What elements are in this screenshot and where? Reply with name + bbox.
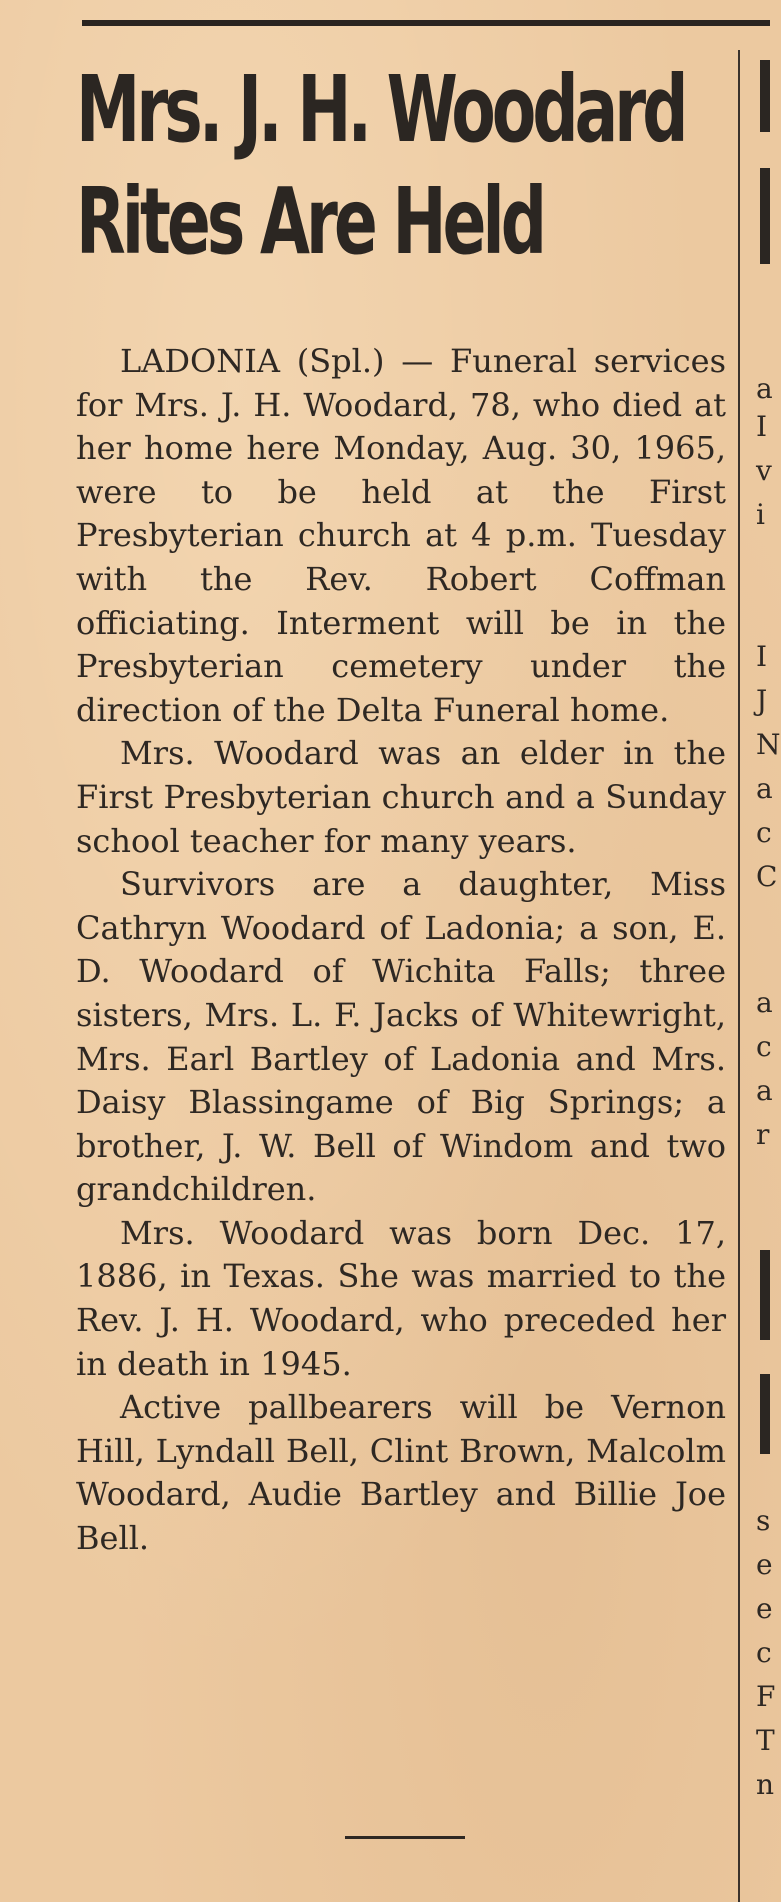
column-divider (738, 50, 740, 1902)
headline (76, 54, 685, 278)
article-paragraph: Mrs. Woodard was born Dec. 17, 1886, in Texas. She was married to the Rev. J. H. Woodard, who preceded her in death in 1945. (76, 1213, 726, 1383)
neighbor-text-fragment: e (756, 1548, 773, 1581)
article-paragraph: Active pallbearers will be Vernon Hill, Lyndall Bell, Clint Brown, Malcolm Woodard, Audie Bartley and Billie Joe Bell. (76, 1388, 726, 1558)
article-body (76, 340, 726, 1561)
neighbor-text-fragment: a (756, 372, 773, 405)
article-paragraph: Survivors are a daughter, Miss Cathryn Woodard of Ladonia; a son, E. D. Woodard of Wichita Falls; three sisters, Mrs. L. F. Jacks of Whitewright, Mrs. Earl Bartley of Ladonia and Mrs. Daisy Blassingame of Big Springs; a brother, J. W. Bell of Windom and two grandchildren. (76, 865, 726, 1209)
neighbor-text-fragment: T (756, 1724, 775, 1757)
neighbor-text-fragment: F (756, 1680, 776, 1713)
neighbor-text-fragment: e (756, 1592, 773, 1625)
neighbor-text-fragment: c (756, 1030, 772, 1063)
neighbor-text-fragment: a (756, 986, 773, 1019)
neighbor-text-fragment: v (756, 454, 772, 487)
neighbor-headline-fragment (760, 60, 770, 132)
top-rule (82, 20, 770, 26)
neighbor-text-fragment: I (756, 410, 768, 443)
neighbor-text-fragment: J (756, 684, 768, 717)
neighbor-headline-fragment (760, 1374, 770, 1454)
headline-line-2: Rites Are Held (76, 168, 544, 275)
neighbor-text-fragment: s (756, 1504, 771, 1537)
neighbor-text-fragment: I (756, 640, 768, 673)
neighbor-text-fragment: N (756, 728, 781, 761)
neighbor-text-fragment: r (756, 1118, 770, 1151)
end-rule (345, 1836, 465, 1839)
neighbor-text-fragment: C (756, 860, 778, 893)
neighbor-text-fragment: n (756, 1768, 775, 1801)
neighbor-text-fragment: a (756, 1074, 773, 1107)
neighbor-headline-fragment (760, 168, 770, 264)
neighbor-text-fragment: a (756, 772, 773, 805)
neighbor-text-fragment: i (756, 498, 765, 531)
neighbor-headline-fragment (760, 1250, 770, 1340)
neighbor-text-fragment: c (756, 1636, 772, 1669)
neighbor-column-fragment (752, 0, 781, 1902)
article-paragraph: LADONIA (Spl.) — Funeral services for Mrs. J. H. Woodard, 78, who died at her home here Monday, Aug. 30, 1965, were to be held at the First Presbyterian church at 4 p.m. Tuesday with the Rev. Robert Coffman officiating. Interment will be in the Presbyterian cemetery under the direction of the Delta Funeral home. (76, 342, 726, 729)
neighbor-text-fragment: c (756, 816, 772, 849)
article-paragraph: Mrs. Woodard was an elder in the First Presbyterian church and a Sunday school teacher for many years. (76, 734, 726, 860)
headline-line-1: Mrs. J. H. Woodard (76, 56, 685, 163)
